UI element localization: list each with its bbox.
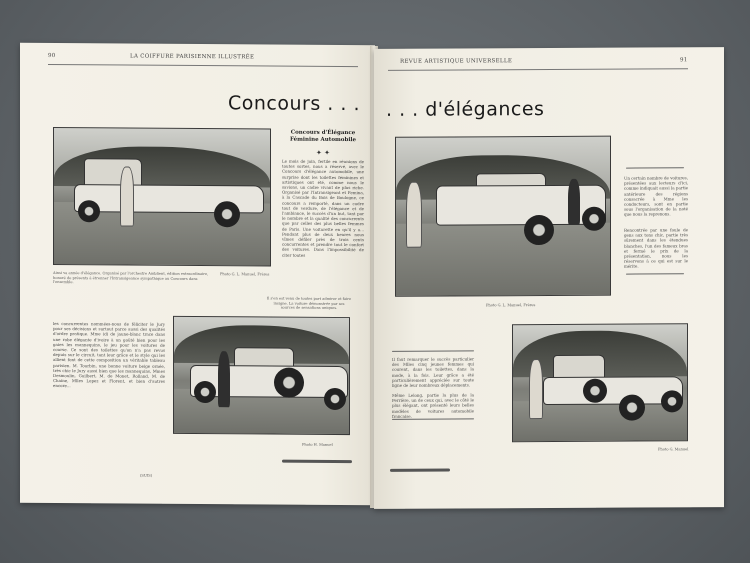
car-wheel [661, 390, 683, 412]
signature: (SUIS) [140, 473, 153, 478]
right-header-rule [388, 68, 688, 71]
photo4-credit: Photo G. Manuel [658, 447, 689, 452]
car-wheel [214, 201, 240, 227]
left-page [20, 43, 375, 505]
left-running-head: LA COIFFURE PARISIENNE ILLUSTRÉE [130, 53, 255, 61]
article-heading: Concours d'Élégance Féminine Automobile [290, 129, 356, 144]
woman-figure [218, 351, 230, 407]
spare-wheel [583, 379, 607, 403]
woman-figure [529, 359, 543, 419]
photo3-credit: Photo G. L. Manuel, Frères [486, 303, 536, 308]
decorative-bar [390, 469, 450, 472]
woman-figure [406, 182, 422, 248]
side-text-4: Même Lelong, partie la plus de la Ferrière, un de ceux qui, avec le côté le plus élégant, ont présenté leurs belles modèles de voitures automobile francaise. [392, 392, 474, 419]
car-wheel [78, 200, 100, 222]
car-wheel [324, 388, 346, 410]
left-header-rule [48, 64, 358, 67]
left-title: Concours . . . [228, 92, 360, 116]
photo-car-crowd [173, 316, 350, 435]
photo1-credit: Photo G. L. Manuel, Frères [220, 272, 270, 277]
right-title: . . . d'élégances [386, 98, 545, 121]
side-rule [392, 418, 474, 419]
right-running-head: REVUE ARTISTIQUE UNIVERSELLE [400, 58, 513, 65]
car-wheel [582, 207, 606, 231]
side-text-3: Il faut remarquer le succès particulier des Mlles cinq jeunes femmes qui courent, dans les toilettes, dans la mode, à la fois. Leur grâce a été particulièrement appréciée sur toute ligne de leur nombreux déplacements. [392, 356, 474, 388]
woman-figure [120, 166, 134, 226]
photo2-credit: Photo H. Manuel [302, 442, 333, 447]
right-page-number: 91 [680, 57, 688, 64]
car-wheel [619, 394, 645, 420]
photo-car-woman-white-dress [512, 323, 688, 442]
side-text-2: Rencontrée par une foule de gens aux tons chic, partie très sûrement dans les étendues blanches, l'un des fameux bras et fermé le prix de la présentation, nous les réservons à ce qui est sur le mérite. [624, 227, 688, 270]
side-rule [626, 167, 684, 168]
car-wheel [194, 381, 216, 403]
side-rule [626, 273, 684, 274]
photo-lawn [396, 223, 610, 296]
woman-figure [568, 179, 580, 225]
left-page-number: 90 [48, 52, 56, 60]
side-text-1: Un certain nombre de voitures, présentées aux lecteurs d'ici, comme indiquait aussi la partie antérieure des régions consacrée à Mme les conducteurs, sont en partie sous l'organisation de la noté que nous la reprenons. [624, 175, 688, 218]
spare-wheel [274, 368, 304, 398]
photo1-caption: Ainsi va année d'élégance. Organisé par l'orchestre Amblient, édition extraordinaire, honoré de présents à étrenner l'Intransigeance sympathique au Concours dans l'ensemble. [53, 270, 209, 285]
right-page [374, 47, 724, 509]
car-body [436, 185, 606, 226]
photo-convertible-women [395, 136, 611, 297]
photo-car-woman-standing [53, 127, 271, 267]
side-rule [392, 350, 474, 351]
car-wheel [524, 215, 554, 245]
body-column-2: les concurrentes nommées-nous de féliciter le Jury pour ses décisions et surtout parce aussi des qualités d'ordre pratique. Mme (d) de jaune-blanc trace dans une robe élégante d'ivoire à un goûté bien pour les gaies les mannequins, le jeu pour les voitures de course. Ce sont des toilettes qu'on n'a pas revus depuis sur le circuit, tant leur grâce et le style qui les allient font de cette composition un véritable tableau parisien. M. Tourbin, une bonne voiture beige ornée, très chic le Jury aussi bien que les mannequins, Mmes Desmoulin, Guilbert, M. de Monet, Rolland, M. de Chaine, Mlles Lopez et Florent, et bien d'autres encore... [53, 320, 165, 389]
body-column-1: Le mois de juin, fertile en réunions de toutes sortes, nous a réservé, avec le Concours d'élégance automobile, une surprise dont les toilettes féminines et artistiques ont été, comme nous le savions, un cadre vivant de plus riche. Organisé par l'Intransigeant et Femina, à la Cascade du Bois de Boulogne, ce concours a remporté, dans un cadre tout de verdure, de l'élégance et de l'ambiance, le succès d'un but, tant par le nombre et la qualité des concurrents que par celles des plus belles femmes de Paris. Une voiturette en qu'il y a... Pendant plus de deux heures nous vîmes défiler près de trois cents concurrentes et prendre tout le confort des voitures. Dans l'impossibilité de citer toutes [282, 158, 364, 258]
decorative-bar [282, 460, 352, 463]
photo2-caption: Il s'en est venu de toutes part admirer et faire insigne. La voiture démonstrée par ses sources de sensations uniques. [266, 296, 352, 311]
heading-ornament: ✦ ✦ [316, 148, 330, 157]
